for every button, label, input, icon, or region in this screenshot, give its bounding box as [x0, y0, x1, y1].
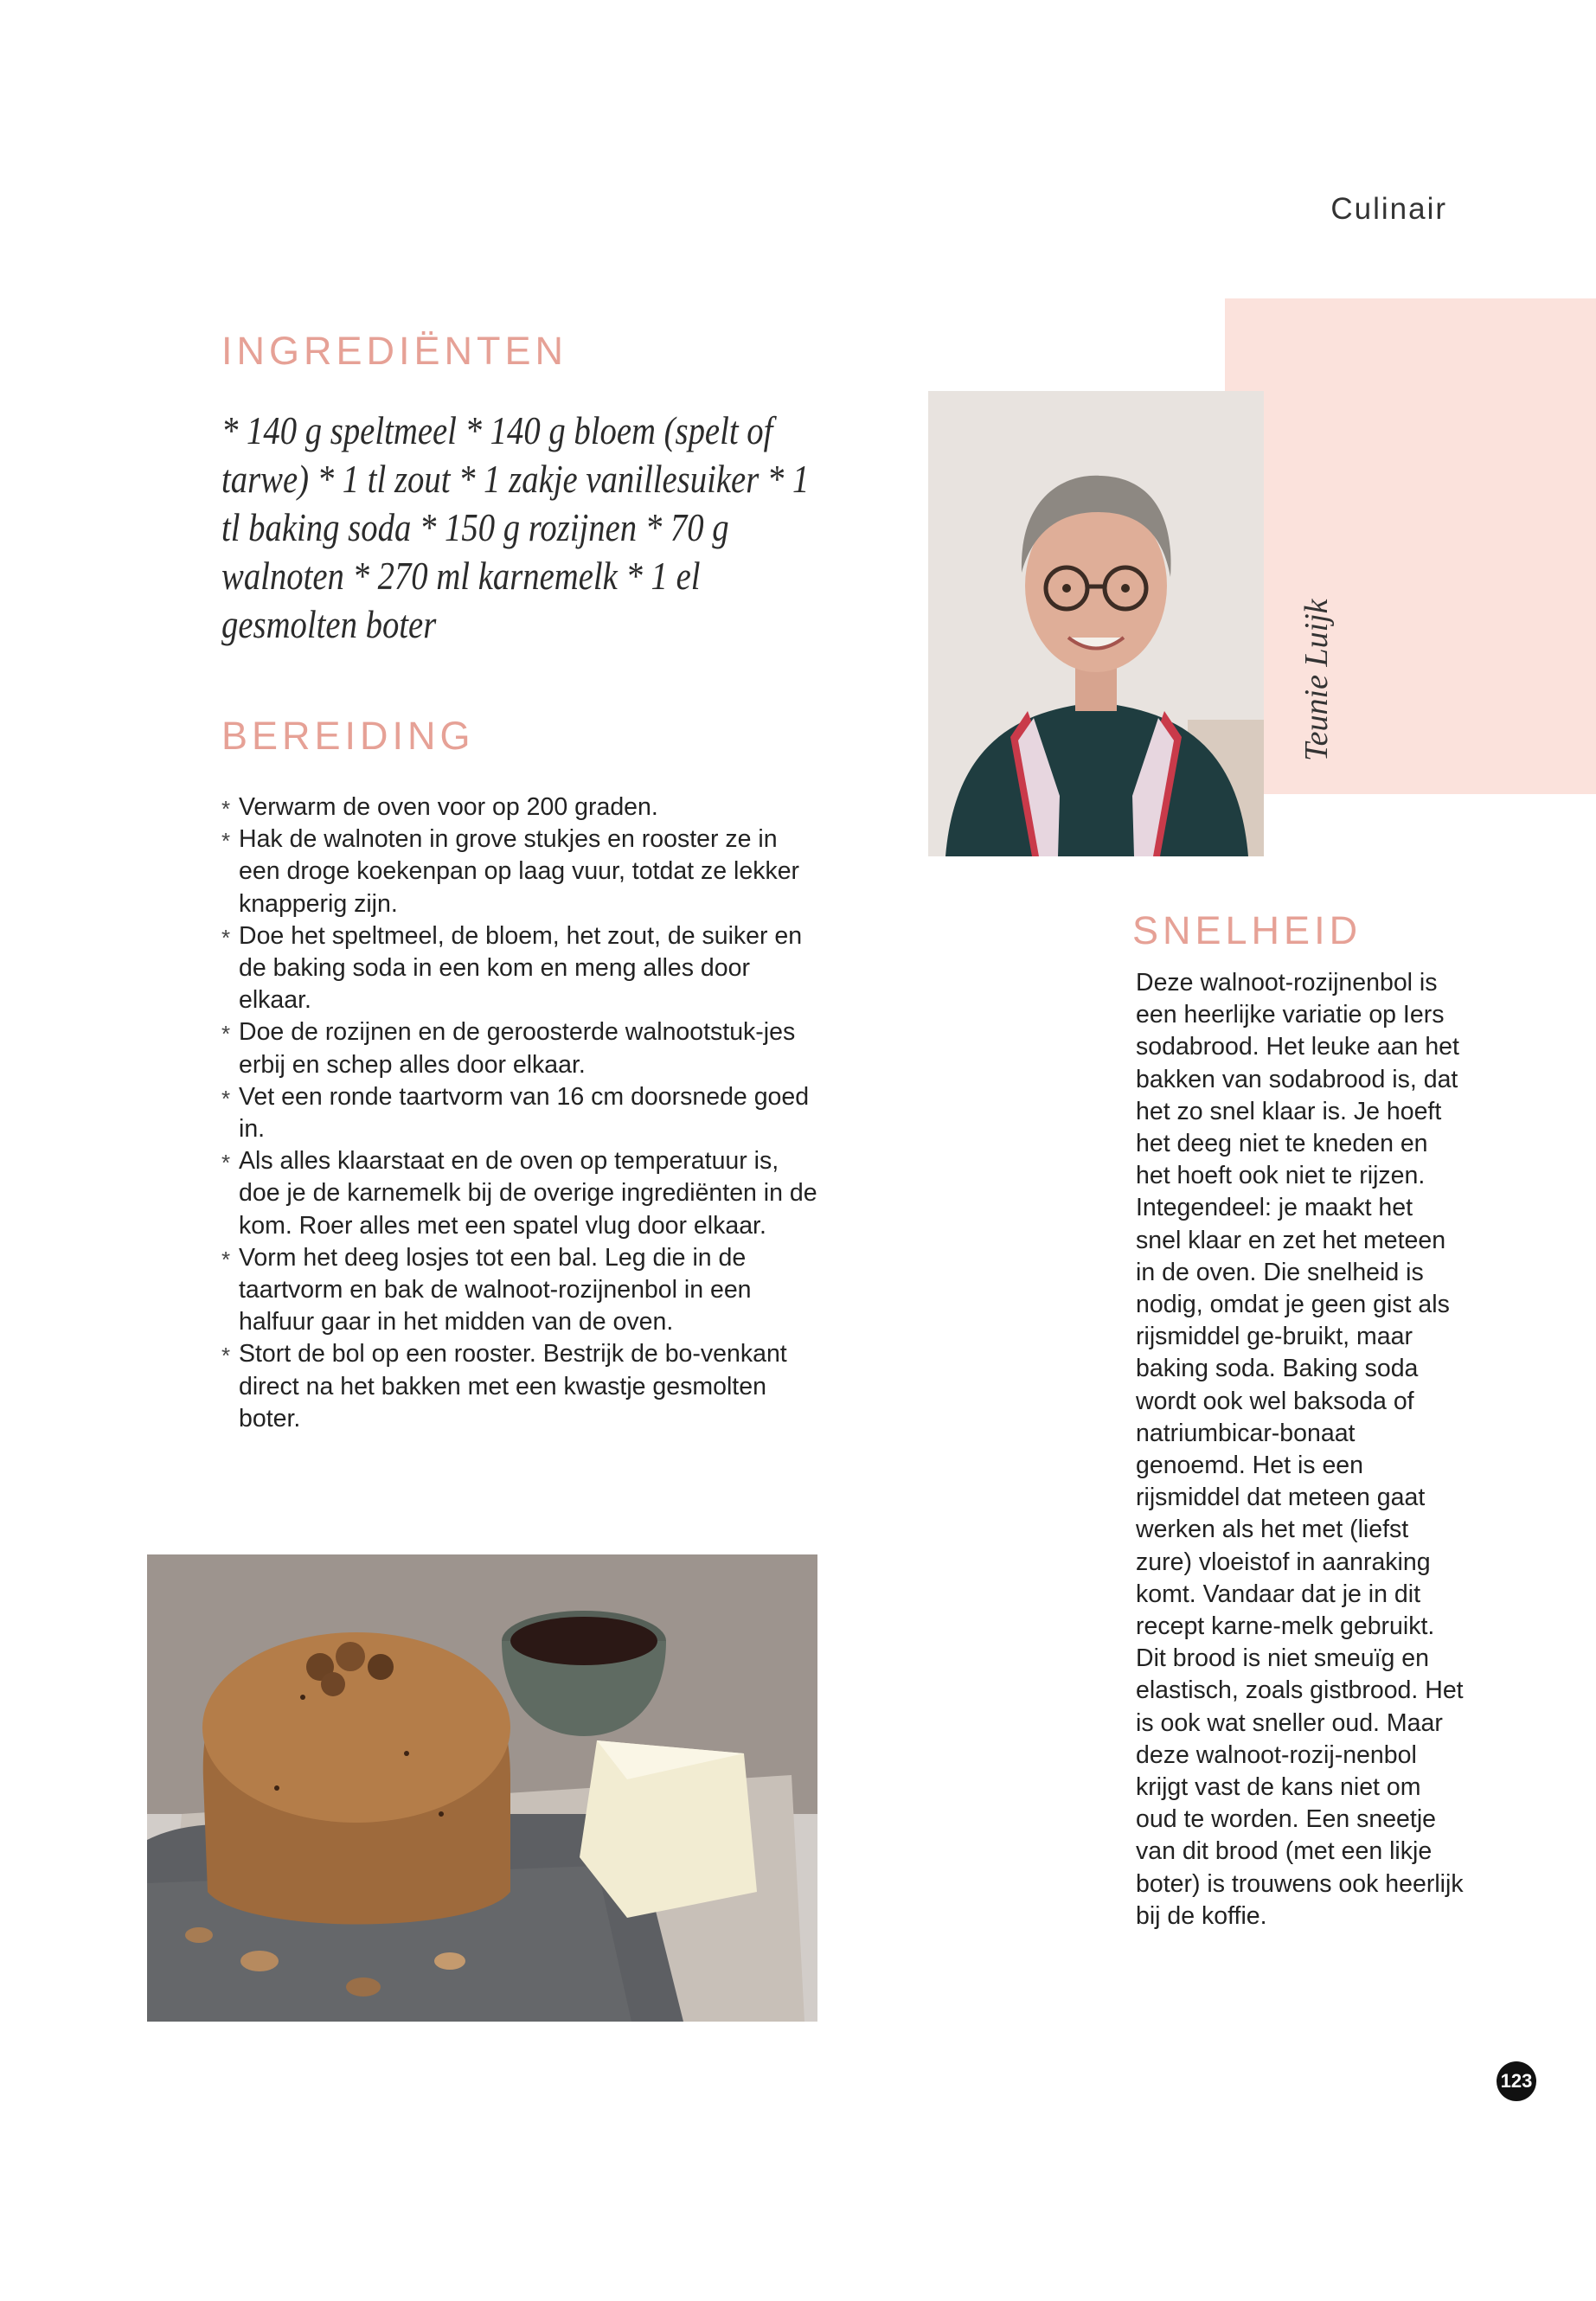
pink-accent-block: [1225, 298, 1596, 794]
author-name-text: Teunie Luijk: [1298, 599, 1335, 761]
method-step: * Vet een ronde taartvorm van 16 cm doorsnede goed in.: [221, 1081, 818, 1145]
portrait-illustration: [928, 391, 1264, 856]
method-step: * Vorm het deeg losjes tot een bal. Leg die in de taartvorm en bak de walnoot-rozijnenbol in een halfuur gaar in het midden van de oven.: [221, 1242, 818, 1339]
author-portrait: [928, 391, 1264, 856]
author-name: [1298, 599, 1349, 779]
method-step: * Stort de bol op een rooster. Bestrijk de bo-venkant direct na het bakken met een kwastje gesmolten boter.: [221, 1338, 818, 1435]
ingredients-heading: INGREDIËNTEN: [221, 329, 568, 373]
speed-text: Deze walnoot-rozijnenbol is een heerlijke variatie op Iers sodabrood. Het leuke aan het bakken van sodabrood is, dat het zo snel klaar is. Je hoeft het deeg niet te kneden en het hoeft ook niet te rijzen. Integendeel: je maakt het snel klaar en zet het meteen in de oven. Die snelheid is nodig, omdat je geen gist als rijsmiddel ge-bruikt, maar baking soda. Baking soda wordt ook wel baksoda of natriumbicar-bonaat genoemd. Het is een rijsmiddel dat meteen gaat werken als het met (liefst zure) vloeistof in aanraking komt. Vandaar dat je in dit recept karne-melk gebruikt. Dit brood is niet smeuïg en elastisch, zoals gistbrood. Het is ook wat sneller oud. Maar deze walnoot-rozij-nenbol krijgt vast de kans niet om oud te worden. Een sneetje van dit brood (met een likje boter) is trouwens ook heerlijk bij de koffie.: [1136, 969, 1464, 1930]
method-heading: BEREIDING: [221, 714, 475, 758]
page-number-badge: 123: [1497, 2061, 1536, 2101]
method-step: * Als alles klaarstaat en de oven op temperatuur is, doe je de karnemelk bij de overige ingrediënten in de kom. Roer alles met een spatel vlug door elkaar.: [221, 1145, 818, 1242]
method-step: * Hak de walnoten in grove stukjes en rooster ze in een droge koekenpan op laag vuur, totdat ze lekker knapperig zijn.: [221, 824, 818, 920]
speed-heading: SNELHEID: [1132, 908, 1362, 952]
method-step: * Doe de rozijnen en de geroosterde walnootstuk-jes erbij en schep alles door elkaar.: [221, 1016, 818, 1080]
bread-illustration: [147, 1554, 817, 2022]
method-step: * Verwarm de oven voor op 200 graden.: [221, 792, 818, 824]
bread-photo: [147, 1554, 817, 2022]
section-tag: Culinair: [1330, 192, 1447, 226]
ingredients-text: * 140 g speltmeel * 140 g bloem (spelt of tarwe) * 1 tl zout * 1 zakje vanillesuiker * 1 tl baking soda * 150 g rozijnen * 70 g walnoten * 270 ml karnemelk * 1 el gesmolten boter: [221, 409, 810, 646]
method-steps: [221, 792, 818, 1435]
method-step: * Doe het speltmeel, de bloem, het zout, de suiker en de baking soda in een kom en meng alles door elkaar.: [221, 920, 818, 1017]
